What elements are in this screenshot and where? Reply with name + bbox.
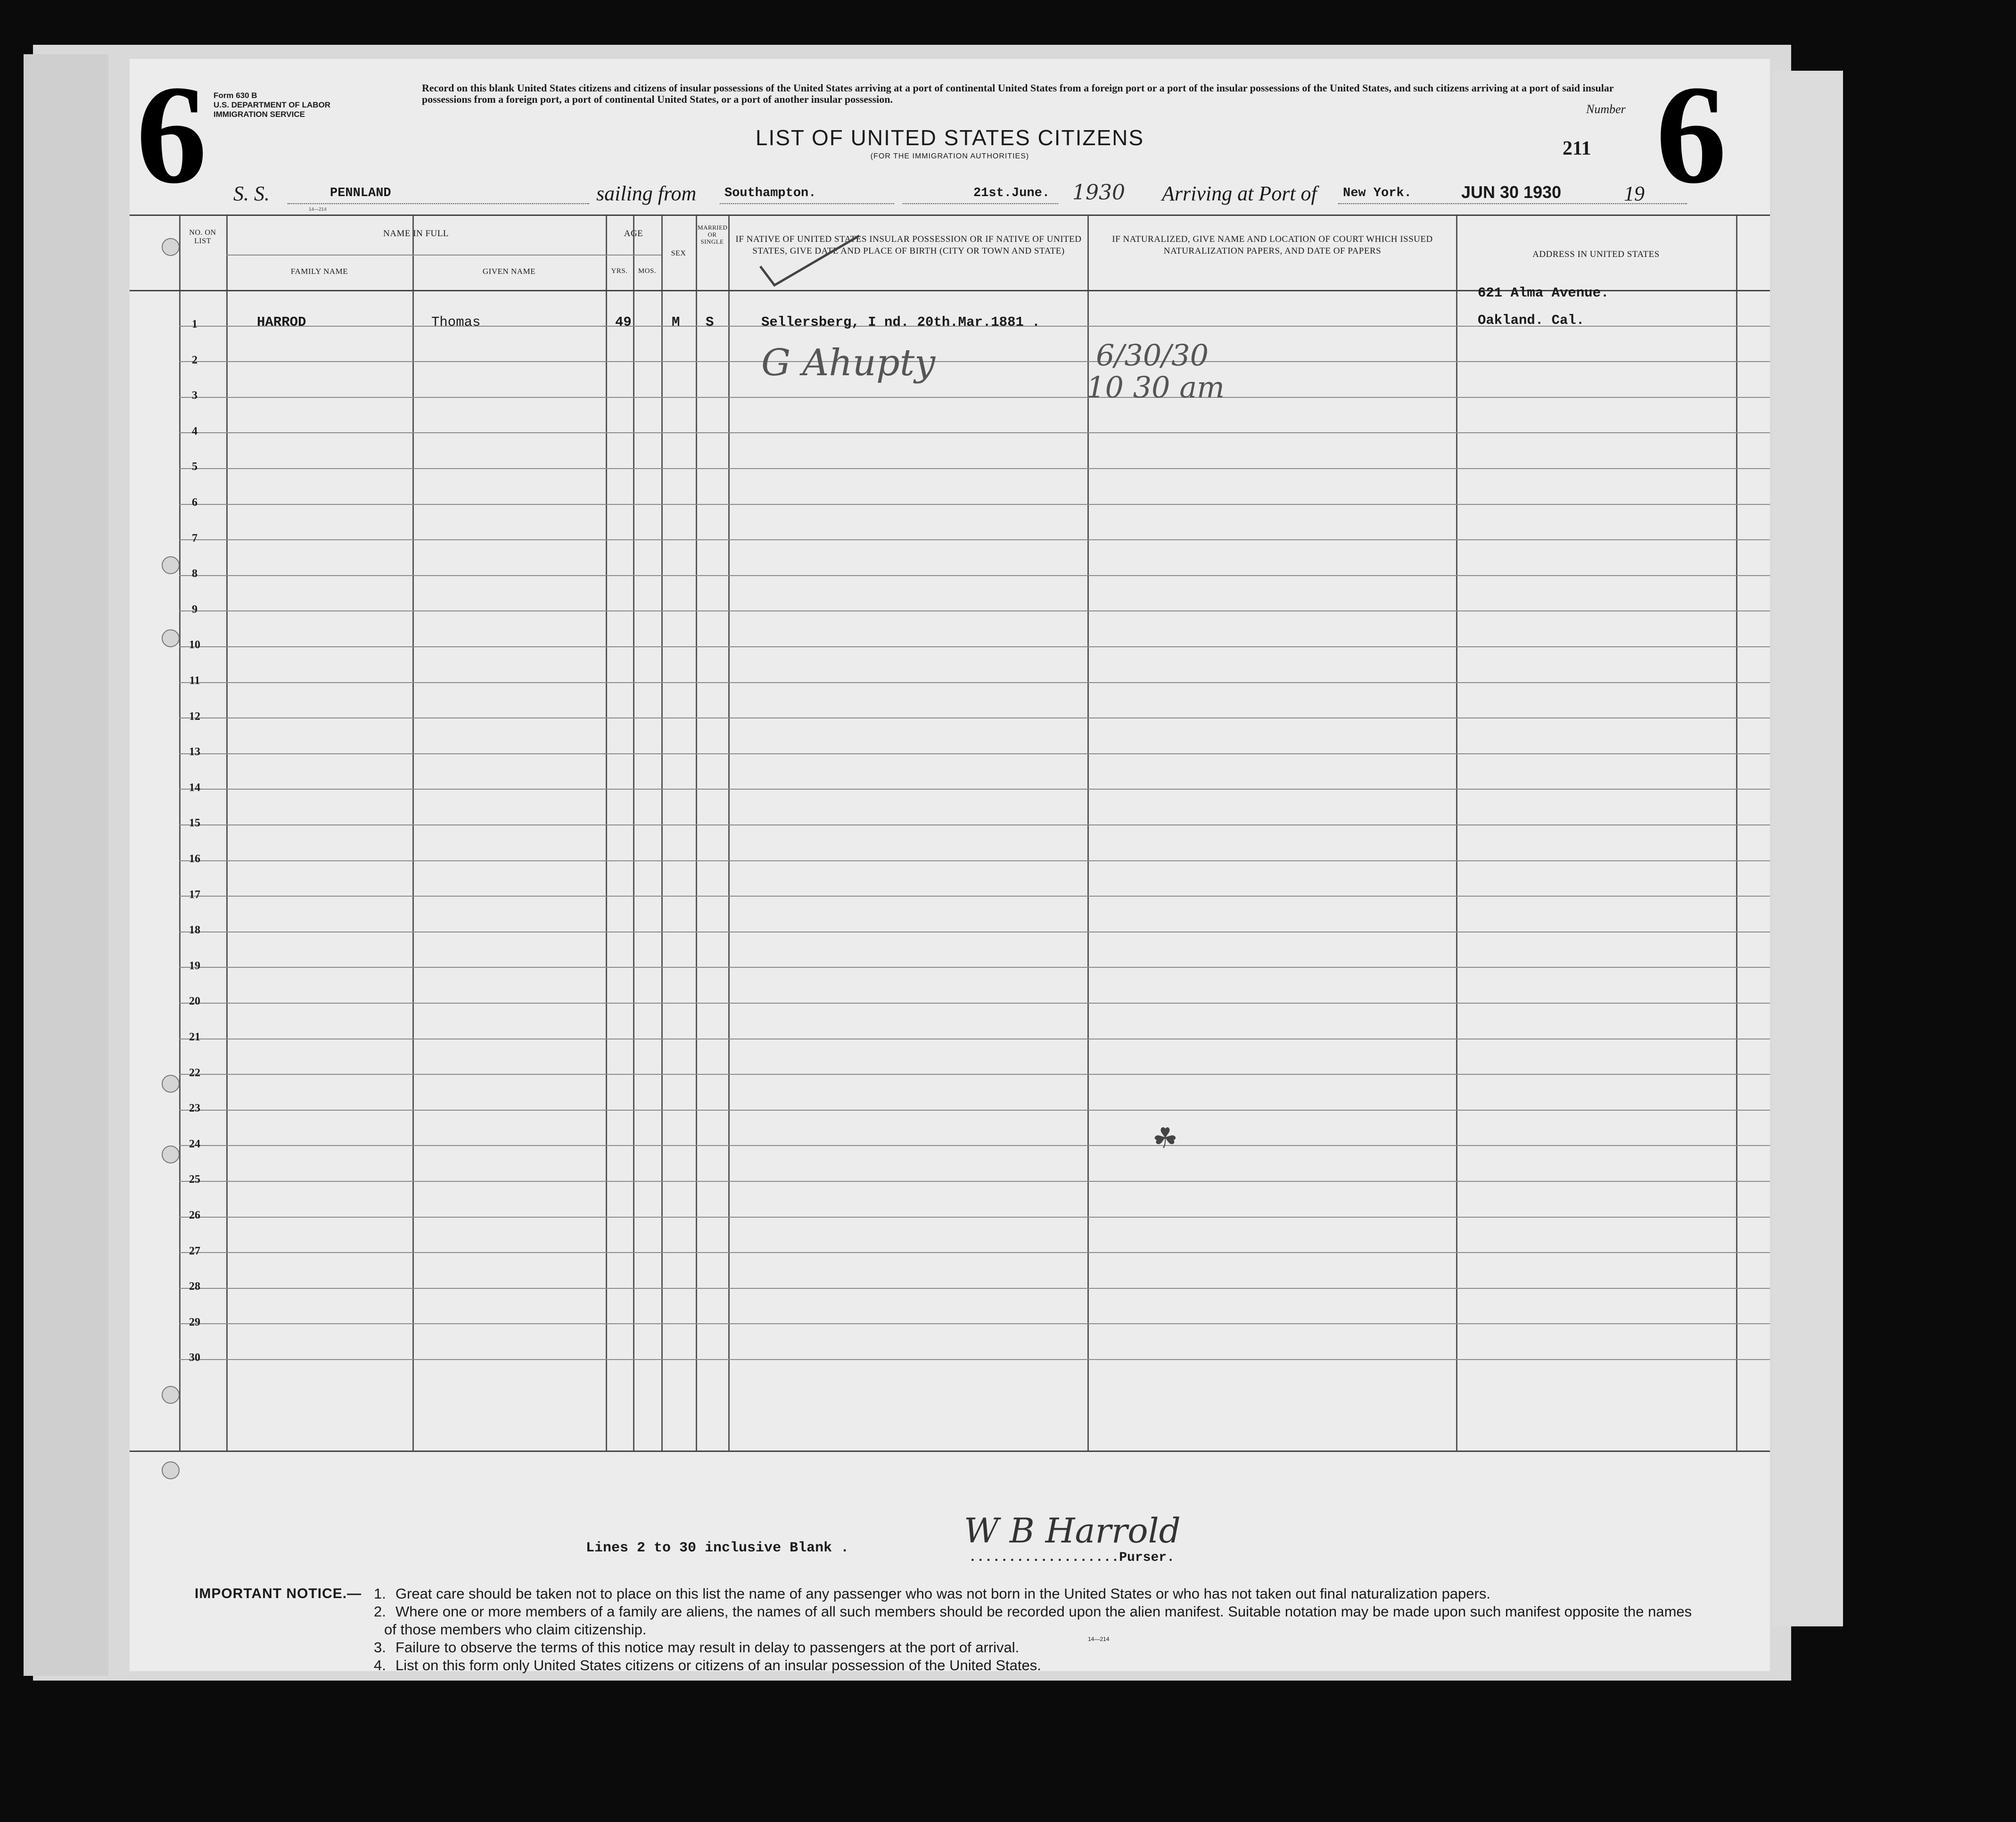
row-rule — [179, 397, 1770, 398]
form-number: Form 630 B — [214, 91, 257, 100]
voyage-line — [130, 177, 1770, 205]
row-rule — [179, 1110, 1770, 1111]
row-number: 18 — [189, 924, 200, 937]
purser-signature: W B Harrold — [964, 1511, 1181, 1550]
row-number: 13 — [189, 746, 200, 758]
binding-hole-icon — [162, 1075, 180, 1093]
notice-item — [374, 1585, 1704, 1603]
row-rule — [179, 646, 1770, 647]
binding-hole-icon — [162, 556, 180, 574]
row-rule — [179, 468, 1770, 469]
notice-item-text: Where one or more members of a family are aliens, the names of all such members should be recorded upon the alien manifest. Suitable notation may be made upon such manifest opposite the names of those members who claim citizenship. — [384, 1603, 1692, 1638]
row-number: 24 — [189, 1138, 200, 1150]
row-rule — [179, 1323, 1770, 1324]
col-given-name: GIVEN NAME — [482, 267, 536, 276]
form-header — [130, 56, 1770, 214]
col-address: ADDRESS IN UNITED STATES — [1532, 249, 1660, 259]
row-number: 29 — [189, 1316, 200, 1328]
col-birth: IF NATIVE OF UNITED STATES INSULAR POSSESSION OR IF NATIVE OF UNITED STATES, GIVE DATE AND PLACE OF BIRTH (CITY OR TOWN AND STATE) — [735, 234, 1082, 256]
address-line-2: Oakland. Cal. — [1478, 313, 1585, 328]
row-number: 14 — [189, 781, 200, 794]
col-line — [226, 214, 228, 1451]
row-number: 5 — [192, 461, 197, 473]
form-code: 14—214 — [309, 207, 327, 212]
sail-year: 1930 — [1072, 181, 1125, 205]
family-name-cell: HARROD — [257, 314, 306, 330]
row-rule — [179, 967, 1770, 968]
birth-cell: Sellersberg, I nd. 20th.Mar.1881 . — [761, 314, 1040, 330]
binding-hole-icon — [162, 1146, 180, 1163]
row-rule — [179, 1145, 1770, 1146]
row-rule — [179, 361, 1770, 362]
binding-hole-icon — [162, 629, 180, 647]
row-number: 25 — [189, 1173, 200, 1186]
row-number: 27 — [189, 1245, 200, 1257]
row-number: 15 — [189, 817, 200, 830]
married-cell: S — [706, 314, 714, 330]
col-line — [728, 214, 730, 1451]
from-port: Southampton. — [724, 186, 816, 200]
row-number: 6 — [192, 496, 197, 509]
arrival-port: New York. — [1343, 186, 1412, 200]
notice-item — [374, 1603, 1704, 1639]
ship-name: PENNLAND — [330, 186, 391, 200]
binding-hole-icon — [162, 1461, 180, 1479]
col-sex: SEX — [671, 249, 686, 257]
sheet-number-left: 6 — [136, 56, 207, 213]
passenger-table — [130, 214, 1770, 1451]
col-married: MARRIED OR SINGLE — [698, 224, 728, 245]
row-rule — [179, 1074, 1770, 1075]
row-number: 4 — [192, 425, 197, 437]
row-number: 11 — [189, 675, 200, 687]
age-subhead-rule — [606, 255, 661, 256]
footer-small-code: 14—214 — [1088, 1636, 1110, 1642]
row-number: 22 — [189, 1066, 200, 1079]
date-dotline — [903, 203, 1058, 204]
inspection-time-handwriting: 10 30 am — [1086, 370, 1225, 404]
underlying-page-edge-left — [24, 54, 108, 1676]
notice-item-text: List on this form only United States citizens or citizens of an insular possession of the United States. — [395, 1657, 1041, 1674]
sex-cell: M — [672, 314, 680, 330]
col-line — [412, 214, 414, 1451]
row-number: 3 — [192, 389, 197, 402]
row-number: 8 — [192, 568, 197, 580]
row-number: 19 — [189, 959, 200, 972]
row-number: 10 — [189, 639, 200, 651]
clover-stamp-icon: ☘ — [1152, 1123, 1178, 1154]
row-number: 1 — [192, 318, 197, 330]
col-line — [606, 214, 607, 1451]
col-line — [661, 214, 663, 1451]
row-number: 21 — [189, 1031, 200, 1043]
sheet-number-right: 6 — [1656, 56, 1727, 213]
row-number: 12 — [189, 710, 200, 723]
row-rule — [179, 575, 1770, 576]
manifest-sheet — [130, 56, 1770, 1674]
row-rule — [179, 432, 1770, 433]
col-family-name: FAMILY NAME — [290, 267, 348, 276]
row-rule — [179, 860, 1770, 861]
row-number: 16 — [189, 853, 200, 865]
notice-item — [374, 1639, 1704, 1657]
row-rule — [179, 1181, 1770, 1182]
underlying-page-edge-right — [1772, 71, 1843, 1626]
col-no: NO. ON LIST — [189, 229, 216, 245]
notice-item — [374, 1657, 1704, 1674]
row-rule — [179, 753, 1770, 754]
form-footer — [130, 1451, 1770, 1674]
arriving-label: Arriving at Port of — [1162, 182, 1317, 205]
port-dotline — [720, 203, 894, 204]
agency-line-1: U.S. DEPARTMENT OF LABOR — [214, 100, 331, 109]
row-rule — [179, 1217, 1770, 1218]
page-subtitle: (FOR THE IMMIGRATION AUTHORITIES) — [870, 152, 1029, 160]
row-rule — [179, 682, 1770, 683]
notice-item-text: Failure to observe the terms of this notice may result in delay to passengers at the port of arrival. — [395, 1639, 1020, 1656]
row-rule — [179, 610, 1770, 611]
binding-hole-icon — [162, 1386, 180, 1404]
col-line — [1456, 214, 1457, 1451]
inspection-date-handwriting: 6/30/30 — [1096, 338, 1209, 372]
agency-line-2: IMMIGRATION SERVICE — [214, 110, 305, 119]
notice-item-number: 4. — [374, 1657, 386, 1674]
agency-block — [214, 91, 330, 119]
blank-lines-note: Lines 2 to 30 inclusive Blank . — [586, 1540, 849, 1556]
row-rule — [179, 717, 1770, 718]
row-rule — [179, 539, 1770, 540]
col-line — [1736, 214, 1737, 1451]
inspector-handwriting: G Ahupty — [761, 342, 936, 384]
row-rule — [179, 504, 1770, 505]
row-rule — [179, 1003, 1770, 1004]
row-rule — [179, 1288, 1770, 1289]
row-rule — [179, 1359, 1770, 1360]
row-number: 7 — [192, 532, 197, 544]
col-name-in-full: NAME IN FULL — [383, 229, 449, 239]
checkmark-icon — [756, 233, 864, 295]
row-rule — [179, 896, 1770, 897]
notice-item-number: 3. — [374, 1639, 386, 1656]
row-number: 20 — [189, 995, 200, 1008]
arrival-stamp-date: JUN 30 1930 — [1461, 182, 1562, 202]
col-naturalized: IF NATURALIZED, GIVE NAME AND LOCATION OF COURT WHICH ISSUED NATURALIZATION PAPERS, AND DATE OF PAPERS — [1112, 234, 1433, 256]
row-number: 23 — [189, 1102, 200, 1115]
notice-item-number: 2. — [374, 1603, 386, 1620]
footer-rule — [130, 1451, 1770, 1452]
row-number: 26 — [189, 1209, 200, 1221]
row-rule — [179, 824, 1770, 825]
row-number: 9 — [192, 603, 197, 616]
record-instructions: Record on this blank United States citizens and citizens of insular possessions of the United States arriving at a port of continental United States from a foreign port or a port of the insular possessions of the United States, and such citizens arriving at a port of said insular possessions from a foreign port, a port of continental United States, or a port of another insular possession. — [422, 82, 1614, 105]
given-name-cell: Thomas — [431, 314, 481, 330]
row-rule — [179, 1252, 1770, 1253]
ss-label: S. S. — [233, 182, 270, 205]
name-subhead-rule — [226, 255, 606, 256]
col-age: AGE — [624, 229, 643, 239]
row-rule — [179, 789, 1770, 790]
col-line — [696, 214, 697, 1451]
row-number: 28 — [189, 1280, 200, 1293]
page-title: LIST OF UNITED STATES CITIZENS — [755, 125, 1144, 150]
notice-label: IMPORTANT NOTICE.— — [195, 1586, 362, 1601]
sailing-from-label: sailing from — [596, 182, 697, 205]
list-number: 211 — [1563, 138, 1591, 159]
ship-dotline — [288, 203, 589, 204]
number-label: Number — [1586, 102, 1626, 116]
sail-date: 21st.June. — [973, 186, 1050, 200]
address-line-1: 621 Alma Avenue. — [1478, 285, 1609, 301]
notice-item-text: Great care should be taken not to place on this list the name of any passenger who was not born in the United States or who has not taken out final naturalization papers. — [395, 1585, 1490, 1602]
notice-item-number: 1. — [374, 1585, 386, 1602]
col-line — [633, 214, 634, 1451]
purser-label: ...................Purser. — [969, 1550, 1175, 1565]
row-number: 17 — [189, 888, 200, 901]
head-top-rule — [130, 214, 1770, 216]
row-number: 30 — [189, 1352, 200, 1364]
age-years-cell: 49 — [615, 314, 632, 330]
binding-hole-icon — [162, 238, 180, 256]
trailing-year: 19 — [1624, 182, 1645, 205]
row-number: 2 — [192, 354, 197, 366]
col-mos: MOS. — [638, 267, 657, 275]
col-yrs: YRS. — [611, 267, 628, 275]
